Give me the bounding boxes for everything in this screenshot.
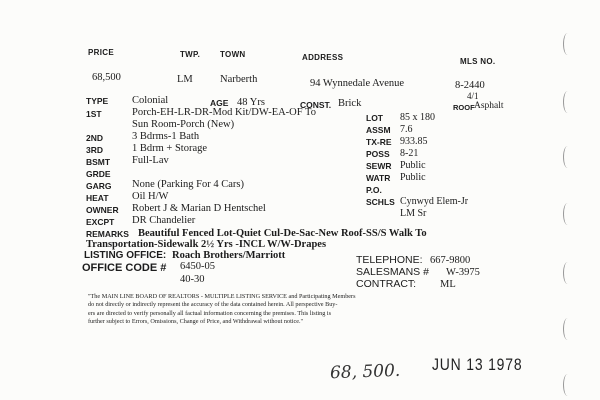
heat-label: HEAT: [86, 193, 109, 203]
listing-office-label: LISTING OFFICE:: [84, 250, 167, 261]
lot-value: 85 x 180: [400, 112, 435, 123]
roof-value: Asphalt: [474, 101, 504, 111]
salesman-label: SALESMANS #: [356, 266, 429, 278]
binder-ring-icon: [563, 374, 572, 396]
third-floor-label: 3RD: [86, 145, 104, 155]
second-floor-value: 3 Bdrms-1 Bath: [132, 131, 200, 142]
disclaimer-line: ers are directed to verify personally all factual information concerning the premises. This listing is: [88, 309, 332, 317]
schls-label: SCHLS: [366, 197, 395, 207]
office-code-label: OFFICE CODE #: [82, 262, 167, 274]
salesman-value: W-3975: [446, 267, 480, 278]
lot-label: LOT: [366, 113, 383, 123]
remarks-label: REMARKS: [86, 229, 129, 239]
watr-value: Public: [400, 172, 426, 183]
disclaimer: [88, 293, 513, 326]
excpt-value: DR Chandelier: [132, 215, 196, 226]
second-floor-label: 2ND: [86, 133, 104, 143]
schls-value-2: LM Sr: [400, 208, 427, 219]
age-value: 48 Yrs: [237, 97, 265, 108]
first-floor-label: 1ST: [86, 109, 102, 119]
sewr-value: Public: [400, 160, 426, 171]
binder-ring-icon: [563, 146, 572, 168]
age-label: AGE: [210, 98, 229, 108]
garg-label: GARG: [86, 181, 112, 191]
office-code-value: 6450-05: [180, 261, 215, 272]
poss-value: 8-21: [400, 148, 419, 159]
sewr-label: SEWR: [366, 161, 392, 171]
owner-value: Robert J & Marian D Hentschel: [132, 203, 266, 214]
twp-header: TWP.: [180, 50, 201, 59]
town-header: TOWN: [220, 50, 246, 59]
date-stamp: JUN 13 1978: [432, 355, 523, 374]
roof-label: ROOF: [453, 103, 475, 112]
contract-value: ML: [440, 279, 456, 290]
po-label: P.O.: [366, 185, 382, 195]
twp-value: LM: [177, 74, 193, 85]
binder-ring-icon: [563, 318, 572, 340]
mls-sub-value: 4/1: [467, 91, 479, 101]
address-header: ADDRESS: [302, 53, 344, 62]
remarks-value-2: Transportation-Sidewalk 2½ Yrs -INCL W/W-Drapes: [86, 239, 327, 250]
type-value: Colonial: [132, 95, 169, 106]
disclaimer-line: do not directly or indirectly represent the accuracy of the data contained herein. All perspective Buy-: [88, 301, 338, 309]
txre-label: TX-RE: [366, 137, 392, 147]
first-floor-value-1: Porch-EH-LR-DR-Mod Kit/DW-EA-OF To: [132, 107, 316, 118]
grde-label: GRDE: [86, 169, 111, 179]
excpt-label: EXCPT: [86, 217, 115, 227]
txre-value: 933.85: [400, 136, 428, 147]
contract-label: CONTRACT:: [356, 278, 417, 290]
handwritten-note: 68, 500.: [329, 360, 401, 384]
office-code-sub: 40-30: [180, 274, 205, 285]
schls-value-1: Cynwyd Elem-Jr: [400, 196, 469, 207]
binder-ring-icon: [563, 91, 572, 113]
binder-ring-icon: [563, 262, 572, 284]
mls-value: 8-2440: [455, 80, 485, 91]
garg-value: None (Parking For 4 Cars): [132, 179, 244, 190]
disclaimer-line: "The MAIN LINE BOARD OF REALTORS - MULTIPLE LISTING SERVICE and Participating Members: [88, 293, 356, 300]
bsmt-value: Full-Lav: [132, 155, 169, 166]
address-value: 94 Wynnedale Avenue: [310, 78, 405, 89]
const-label: CONST.: [300, 100, 332, 110]
poss-label: POSS: [366, 149, 390, 159]
bsmt-label: BSMT: [86, 157, 111, 167]
binder-ring-icon: [563, 203, 572, 225]
owner-label: OWNER: [86, 205, 119, 215]
disclaimer-line: further subject to Errors, Omissions, Change of Price, and Withdrawal without notice.": [88, 317, 304, 325]
type-label: TYPE: [86, 96, 109, 106]
const-value: Brick: [338, 98, 362, 109]
telephone-value: 667-9800: [430, 255, 471, 266]
telephone-label: TELEPHONE:: [356, 254, 423, 266]
binder-ring-icon: [563, 33, 572, 55]
assm-value: 7.6: [400, 124, 413, 135]
listing-office-value: Roach Brothers/Marriott: [172, 250, 286, 261]
watr-label: WATR: [366, 173, 391, 183]
heat-value: Oil H/W: [132, 191, 169, 202]
price-header: PRICE: [88, 48, 114, 57]
first-floor-value-2: Sun Room-Porch (New): [132, 119, 235, 130]
price-value: 68,500: [92, 72, 121, 83]
mls-header: MLS NO.: [460, 57, 496, 66]
third-floor-value: 1 Bdrm + Storage: [132, 143, 208, 154]
remarks-value-1: Beautiful Fenced Lot-Quiet Cul-De-Sac-New Roof-SS/S Walk To: [138, 228, 427, 239]
assm-label: ASSM: [366, 125, 391, 135]
town-value: Narberth: [220, 74, 258, 85]
